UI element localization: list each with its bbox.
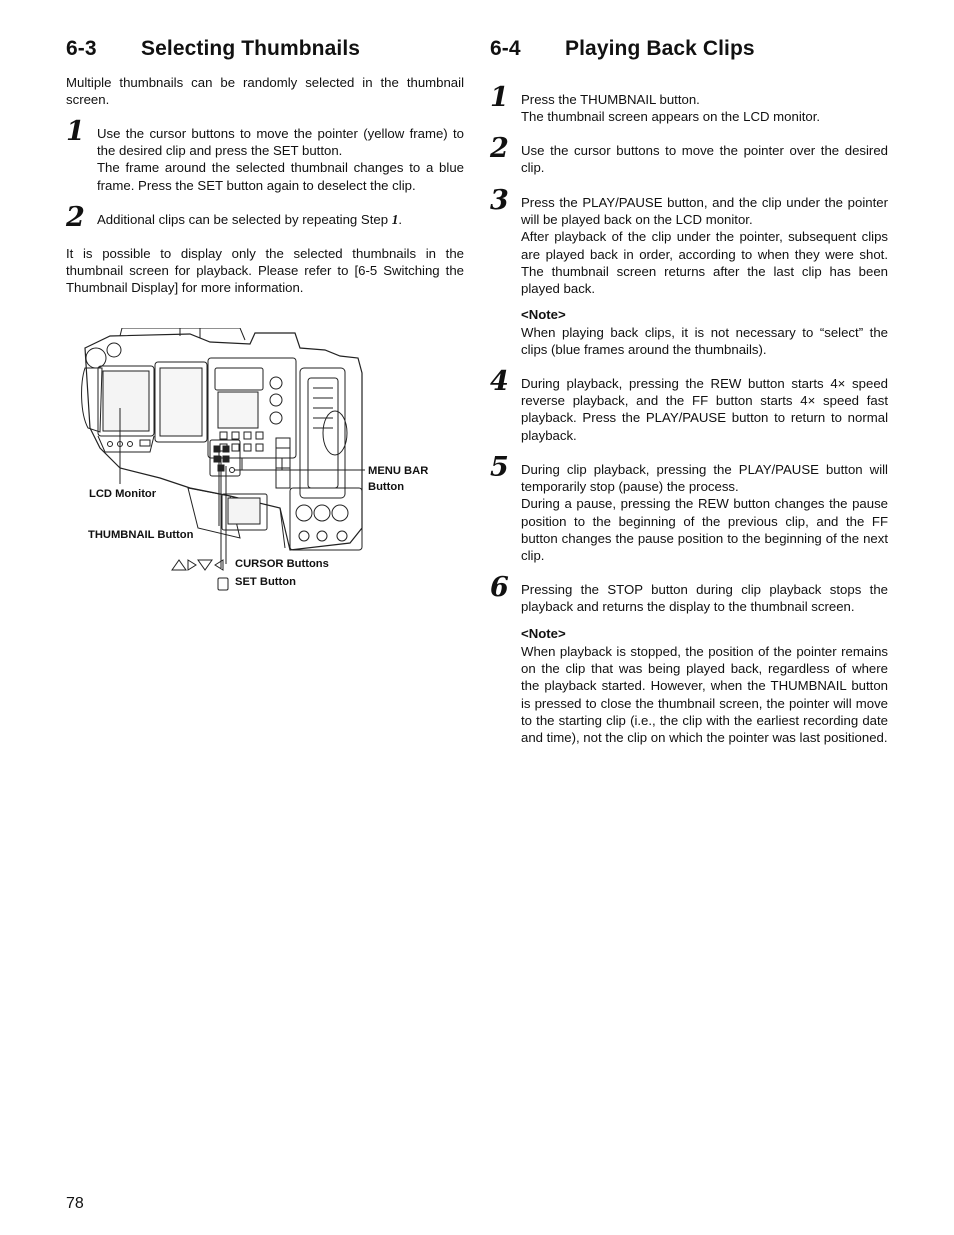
label-lcd-monitor: LCD Monitor — [89, 488, 157, 500]
page-number: 78 — [66, 1195, 84, 1212]
step-5-text: During clip playback, pressing the PLAY/PAUSE button will temporarily stop (pause) the process. During a pause, pressing the REW button changes the pause position to the beginning of the previous clip, and the FF button changes the pause position to the beginning of the next clip. — [521, 462, 888, 564]
step-number-6: 6 — [490, 572, 509, 603]
step-2-text: Use the cursor buttons to move the pointer over the desired clip. — [521, 143, 888, 176]
step-number-3: 3 — [490, 185, 509, 216]
step-number-4: 4 — [490, 366, 509, 397]
step-3-text: Press the PLAY/PAUSE button, and the clip under the pointer will be played back on the LCD monitor. After playback of the clip under the pointer, subsequent clips are played back in order, according to when they were shot. The thumbnail screen returns after the last clip has been played back. — [521, 195, 888, 297]
label-thumbnail-button: THUMBNAIL Button — [88, 529, 194, 541]
label-set-button: SET Button — [235, 576, 296, 588]
step-1-text: Use the cursor buttons to move the pointer (yellow frame) to the desired clip and press the SET button. The frame around the selected thumbnail changes to a blue frame. Press the SET button again to deselect the clip. — [97, 126, 464, 193]
step-number-1: 1 — [66, 116, 85, 147]
step-number-2: 2 — [66, 202, 85, 233]
step-number-2: 2 — [490, 133, 509, 164]
label-cursor-buttons: CURSOR Buttons — [235, 558, 329, 570]
note-heading: <Note> — [521, 626, 566, 641]
note-text: When playback is stopped, the position of the pointer remains on the clip that was being played back, regardless of where the playback started. However, when the THUMBNAIL button is pressed to close the thumbnail screen, the pointer will move to the starting clip (i.e., the clip with the earliest recording date and time), not the clip on which the pointer was last positioned. — [521, 644, 888, 746]
note-text: When playing back clips, it is not necessary to “select” the clips (blue frames around the thumbnails). — [521, 325, 888, 358]
intro-paragraph: Multiple thumbnails can be randomly selected in the thumbnail screen. — [66, 75, 464, 108]
label-menu-bar-button: Button — [368, 481, 405, 493]
label-menu-bar: MENU BAR — [368, 465, 429, 477]
step-2-text: Additional clips can be selected by repeating Step 1. — [97, 212, 402, 227]
section-heading-6-4: 6-4 Playing Back Clips — [490, 37, 755, 60]
selected-display-paragraph: It is possible to display only the selected thumbnails in the thumbnail screen for playback. Please refer to [6-5 Switching the Thumbnail Display] for more information. — [66, 246, 464, 296]
step-number-5: 5 — [490, 452, 509, 483]
note-heading: <Note> — [521, 307, 566, 322]
section-heading-6-3: 6-3 Selecting Thumbnails — [66, 37, 361, 60]
step-1-text: Press the THUMBNAIL button. The thumbnail screen appears on the LCD monitor. — [521, 92, 821, 125]
step-number-1: 1 — [490, 82, 509, 113]
step-6-text: Pressing the STOP button during clip playback stops the playback and returns the display to the thumbnail screen. — [521, 582, 888, 615]
step-4-text: During playback, pressing the REW button starts 4× speed reverse playback, and the FF button starts 4× speed fast playback. Press the PLAY/PAUSE button to return to normal playback. — [521, 376, 888, 443]
